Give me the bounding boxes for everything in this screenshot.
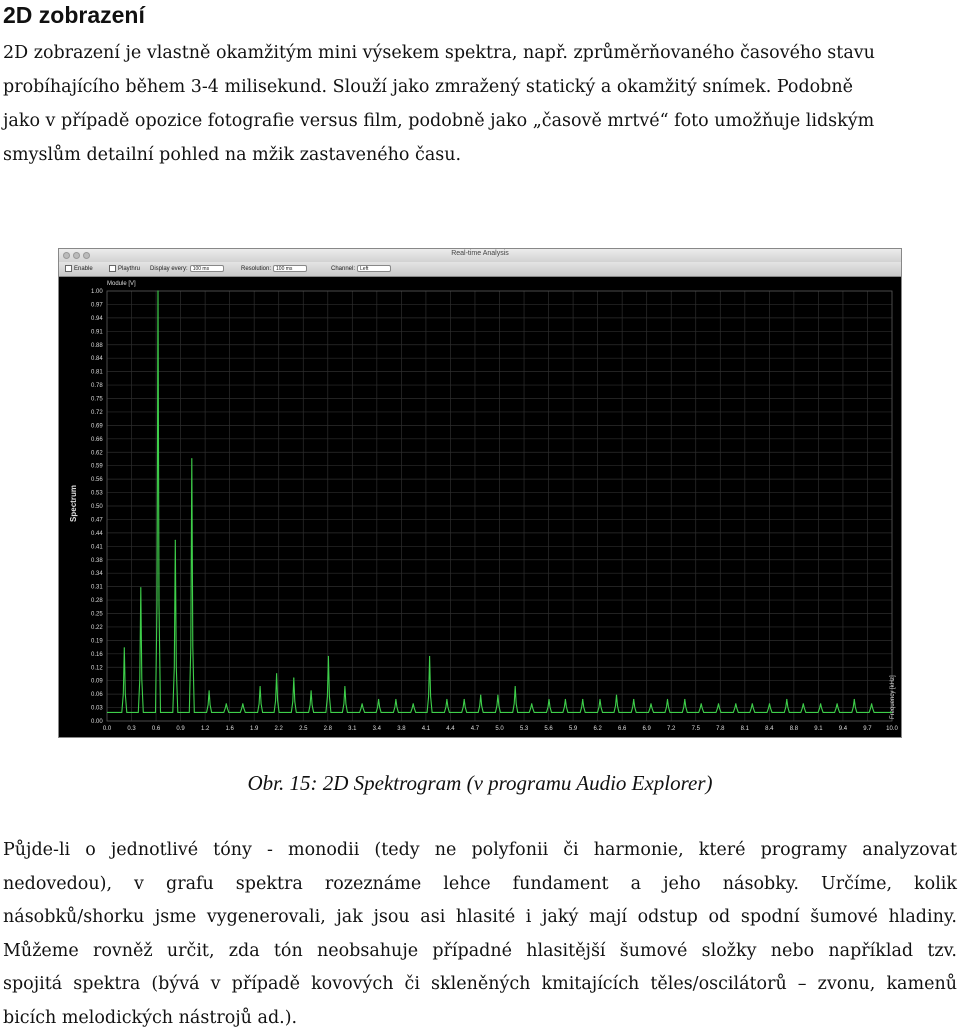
spectrum-peak-point — [209, 690, 210, 691]
y-tick-label: 0.31 — [91, 585, 103, 591]
x-tick-label: 5.0 — [495, 726, 504, 732]
y-tick-label: 0.88 — [91, 343, 103, 349]
y-tick-label: 0.69 — [91, 423, 103, 429]
y-tick-label: 0.12 — [91, 665, 103, 671]
y-tick-label: 0.38 — [91, 558, 103, 564]
y-tick-label: 0.16 — [91, 652, 103, 658]
x-tick-label: 2.8 — [324, 726, 333, 732]
x-tick-label: 8.1 — [741, 726, 750, 732]
y-tick-label: 0.41 — [91, 544, 103, 550]
spectrum-peak-point — [157, 290, 158, 291]
y-tick-label: 0.91 — [91, 329, 103, 335]
spectrum-peak-point — [344, 686, 345, 687]
y-tick-label: 0.78 — [91, 383, 103, 389]
y-tick-label: 0.47 — [91, 517, 103, 523]
spectrum-peak-point — [871, 703, 872, 704]
x-tick-label: 10.0 — [886, 726, 898, 732]
playthru-label: Playthru — [118, 266, 140, 272]
intro-line: jako v případě opozice fotografie versus film, podobně jako „časově mrtvé“ foto umožňuje lidským — [3, 104, 958, 138]
spectrum-peak-point — [531, 703, 532, 704]
y-tick-label: 0.03 — [91, 706, 103, 712]
x-tick-label: 5.9 — [569, 726, 578, 732]
spectrum-peak-point — [497, 695, 498, 696]
spectrum-peak-point — [226, 703, 227, 704]
x-tick-label: 7.2 — [667, 726, 676, 732]
spectrum-peak-point — [395, 699, 396, 700]
spectrum-peak-point — [362, 703, 363, 704]
spectrum-peak-point — [803, 703, 804, 704]
spectrum-peak-point — [446, 699, 447, 700]
spectrum-chart — [59, 249, 901, 737]
intro-line: probíhajícího během 3-4 milisekund. Slouží jako zmražený statický a okamžitý snímek. Podobně — [3, 70, 958, 104]
spectrum-peak-point — [175, 540, 176, 541]
spectrum-peak-point — [293, 677, 294, 678]
y-tick-label: 0.81 — [91, 370, 103, 376]
window-title: Real-time Analysis — [59, 250, 901, 257]
intro-line: smyslům detailní pohled na mžik zastaveného času. — [3, 138, 958, 172]
x-tick-label: 0.0 — [103, 726, 112, 732]
y-tick-label: 0.56 — [91, 477, 103, 483]
spectrum-peak-point — [820, 703, 821, 704]
x-tick-label: 2.5 — [299, 726, 308, 732]
spectrum-side-label: Spectrum — [69, 485, 78, 522]
spectrum-peak-point — [191, 458, 192, 459]
x-tick-label: 5.3 — [520, 726, 529, 732]
y-tick-label: 0.59 — [91, 464, 103, 470]
y-tick-label: 0.84 — [91, 356, 103, 362]
y-tick-labels — [91, 289, 103, 725]
realtime-analysis-window — [58, 248, 902, 738]
y-tick-label: 0.97 — [91, 302, 103, 308]
spectrum-peak-point — [260, 686, 261, 687]
x-tick-label: 6.9 — [643, 726, 652, 732]
x-tick-label: 6.6 — [618, 726, 627, 732]
x-tick-label: 3.4 — [373, 726, 382, 732]
x-tick-label: 6.2 — [593, 726, 602, 732]
spectrum-peak-point — [633, 699, 634, 700]
spectrum-peak-point — [599, 699, 600, 700]
spectrum-peak-point — [735, 703, 736, 704]
body-paragraph — [3, 834, 957, 1035]
x-tick-label: 1.2 — [201, 726, 210, 732]
spectrum-peak-point — [650, 703, 651, 704]
x-tick-label: 2.2 — [275, 726, 284, 732]
x-tick-label: 4.4 — [446, 726, 455, 732]
body-line: bicích melodických nástrojů ad.). — [3, 1002, 957, 1035]
x-tick-label: 1.6 — [225, 726, 234, 732]
spectrum-peak-point — [565, 699, 566, 700]
body-line: násobků/shorku jsme vygenerovali, jak jsou asi hlasité i jaký mají odstup od spodní šumové hladiny. — [3, 901, 957, 935]
spectrum-peak-point — [684, 699, 685, 700]
y-tick-label: 0.34 — [91, 571, 103, 577]
spectrum-peak-point — [616, 695, 617, 696]
body-line: Můžeme rovněž určit, zda tón neobsahuje případné hlasitější šumové složky nebo například tzv. — [3, 935, 957, 969]
y-tick-label: 0.19 — [91, 638, 103, 644]
enable-label: Enable — [74, 266, 93, 272]
y-tick-label: 0.75 — [91, 397, 103, 403]
spectrum-peak-point — [718, 703, 719, 704]
y-tick-label: 0.72 — [91, 410, 103, 416]
x-tick-label: 9.1 — [814, 726, 823, 732]
spectrum-peak-point — [124, 647, 125, 648]
x-tick-label: 9.7 — [863, 726, 872, 732]
y-tick-label: 0.66 — [91, 437, 103, 443]
y-axis-label: Module [V] — [107, 281, 136, 287]
y-tick-label: 0.09 — [91, 679, 103, 685]
x-tick-label: 3.8 — [397, 726, 406, 732]
spectrum-peak-point — [837, 703, 838, 704]
y-tick-label: 0.22 — [91, 625, 103, 631]
y-tick-label: 0.28 — [91, 598, 103, 604]
y-tick-label: 0.53 — [91, 491, 103, 497]
spectrum-peak-point — [786, 699, 787, 700]
spectrum-peak-point — [667, 699, 668, 700]
body-line: nedovedou), v grafu spektra rozeznáme lehce fundament a jeho násobky. Určíme, kolik — [3, 868, 957, 902]
spectrum-peak-point — [480, 695, 481, 696]
spectrum-peak-point — [701, 703, 702, 704]
x-axis-label: Frequency [kHz] — [890, 675, 896, 719]
y-tick-label: 0.50 — [91, 504, 103, 510]
intro-line: 2D zobrazení je vlastně okamžitým mini výsekem spektra, např. zprůměrňovaného časového stavu — [3, 36, 958, 70]
x-tick-label: 7.5 — [692, 726, 701, 732]
resolution-select[interactable]: 100 ms — [273, 265, 307, 272]
intro-paragraph — [3, 36, 958, 172]
spectrum-peak-point — [854, 699, 855, 700]
channel-select[interactable]: Left — [357, 265, 391, 272]
spectrum-peak-point — [464, 699, 465, 700]
x-tick-label: 3.1 — [348, 726, 357, 732]
y-tick-label: 0.00 — [91, 719, 103, 725]
x-tick-label: 4.7 — [471, 726, 480, 732]
chart-grid — [107, 291, 892, 721]
figure-caption: Obr. 15: 2D Spektrogram (v programu Audio Explorer) — [0, 768, 960, 798]
spectrum-peak-point — [378, 699, 379, 700]
y-tick-label: 0.44 — [91, 531, 103, 537]
y-tick-label: 0.06 — [91, 692, 103, 698]
body-line: Půjde-li o jednotlivé tóny - monodii (tedy ne polyfonii či harmonie, které programy analyzovat — [3, 834, 957, 868]
spectrum-peak-point — [752, 703, 753, 704]
body-line: spojitá spektra (bývá v případě kovových či skleněných kmitajících těles/oscilátorů – zvonu, kamenů — [3, 968, 957, 1002]
x-tick-label: 0.6 — [152, 726, 161, 732]
display-every-label: Display every: — [150, 266, 188, 272]
y-tick-label: 1.00 — [91, 289, 103, 295]
channel-label: Channel: — [331, 266, 355, 272]
x-tick-label: 1.9 — [250, 726, 259, 732]
x-tick-label: 9.4 — [839, 726, 848, 732]
y-tick-label: 0.94 — [91, 316, 103, 322]
x-tick-label: 4.1 — [422, 726, 431, 732]
spectrum-peak-point — [311, 690, 312, 691]
spectrum-peak-point — [276, 673, 277, 674]
spectrum-peak-point — [582, 699, 583, 700]
x-tick-label: 0.3 — [127, 726, 136, 732]
spectrum-peak-point — [328, 656, 329, 657]
spectrum-peak-point — [140, 587, 141, 588]
x-tick-label: 8.8 — [790, 726, 799, 732]
display-every-select[interactable]: 100 ms — [190, 265, 224, 272]
spectrum-peak-point — [413, 703, 414, 704]
x-tick-label: 0.9 — [176, 726, 185, 732]
spectrum-peak-point — [429, 656, 430, 657]
x-tick-label: 8.4 — [765, 726, 774, 732]
x-tick-labels — [103, 726, 899, 732]
x-tick-label: 7.8 — [716, 726, 725, 732]
y-tick-label: 0.62 — [91, 450, 103, 456]
spectrum-peak-point — [548, 699, 549, 700]
resolution-label: Resolution: — [241, 266, 271, 272]
spectrum-peak-point — [515, 686, 516, 687]
x-tick-label: 5.6 — [544, 726, 553, 732]
spectrum-peak-point — [242, 703, 243, 704]
y-tick-label: 0.25 — [91, 612, 103, 618]
section-heading: 2D zobrazení — [3, 0, 145, 30]
spectrum-peak-point — [769, 703, 770, 704]
